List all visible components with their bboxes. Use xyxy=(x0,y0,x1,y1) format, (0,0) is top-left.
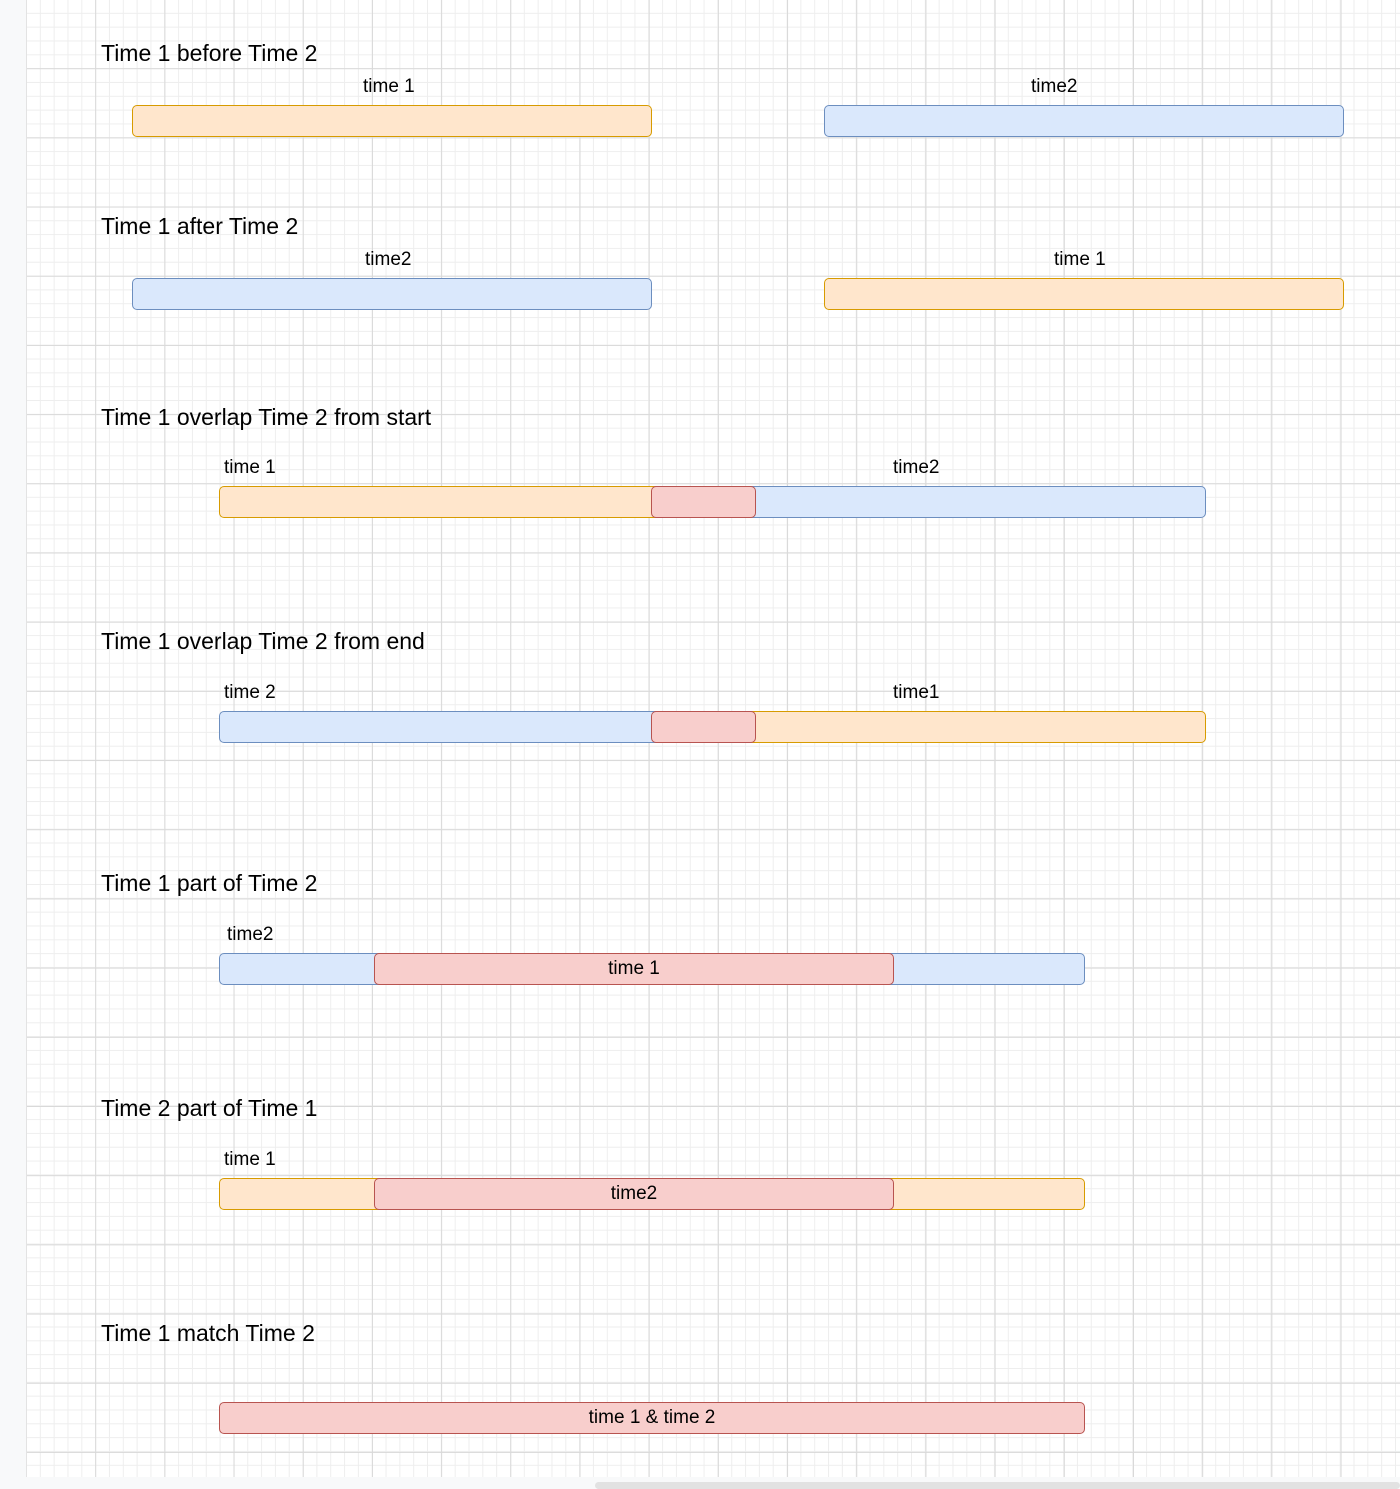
time1-inner-bar[interactable]: time 1 xyxy=(374,953,894,985)
horizontal-scrollbar[interactable] xyxy=(595,1482,1400,1489)
label-time1: time 1 xyxy=(1054,249,1106,270)
time1-bar[interactable] xyxy=(219,486,669,518)
scenario-title-match: Time 1 match Time 2 xyxy=(101,1320,315,1346)
scenario-title-overlap-start: Time 1 overlap Time 2 from start xyxy=(101,404,432,430)
label-time1: time1 xyxy=(893,682,940,703)
left-gutter xyxy=(0,0,25,1489)
overlap-segment[interactable] xyxy=(651,486,756,518)
time1-bar[interactable] xyxy=(742,711,1206,743)
time2-bar[interactable] xyxy=(824,105,1344,137)
time2-bar[interactable] xyxy=(219,711,669,743)
time1-bar[interactable] xyxy=(824,278,1344,310)
label-time2: time2 xyxy=(893,457,940,478)
time2-bar[interactable] xyxy=(742,486,1206,518)
scenario-title-after: Time 1 after Time 2 xyxy=(101,213,299,239)
scenario-title-part-of-time1: Time 2 part of Time 1 xyxy=(101,1095,318,1121)
label-time1: time 1 xyxy=(363,76,415,97)
overlap-segment[interactable] xyxy=(651,711,756,743)
match-bar[interactable]: time 1 & time 2 xyxy=(219,1402,1085,1434)
label-time2: time 2 xyxy=(224,682,276,703)
scenario-title-overlap-end: Time 1 overlap Time 2 from end xyxy=(101,628,425,654)
scenario-title-part-of-time2: Time 1 part of Time 2 xyxy=(101,870,318,896)
label-time2: time2 xyxy=(1031,76,1078,97)
time2-inner-bar[interactable]: time2 xyxy=(374,1178,894,1210)
diagram-canvas[interactable] xyxy=(26,0,1400,1477)
label-time2: time2 xyxy=(365,249,412,270)
label-time1: time 1 xyxy=(224,457,276,478)
label-time1: time 1 xyxy=(224,1149,276,1170)
time2-bar[interactable] xyxy=(132,278,652,310)
label-time2: time2 xyxy=(227,924,274,945)
scenario-title-before: Time 1 before Time 2 xyxy=(101,40,318,66)
time1-bar[interactable] xyxy=(132,105,652,137)
